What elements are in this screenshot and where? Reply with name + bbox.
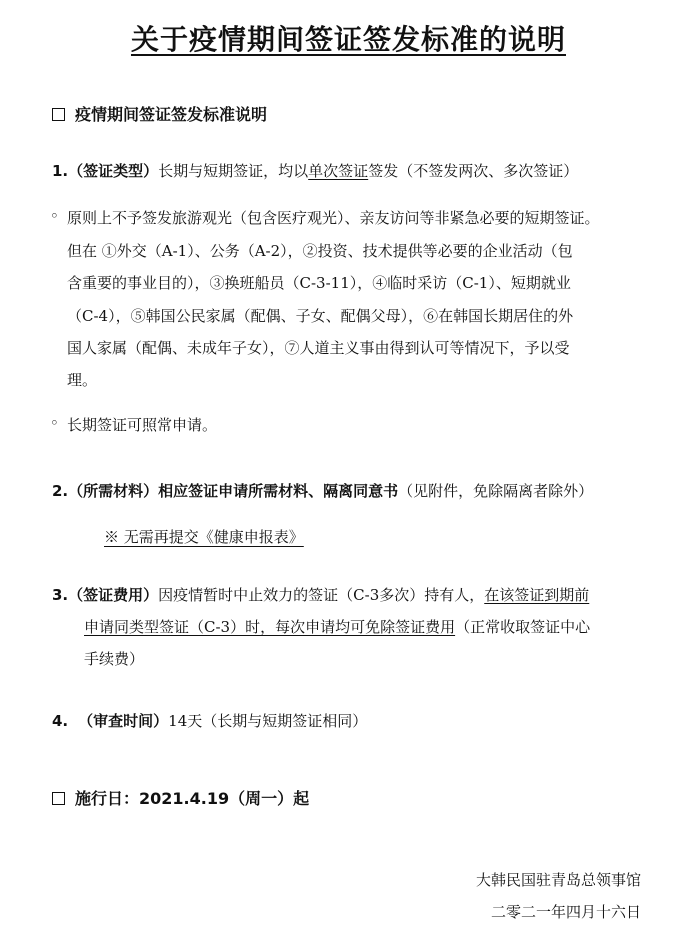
checkbox-icon: [52, 792, 65, 805]
signature-date: 二零二一年四月十六日: [490, 903, 641, 921]
effective-date-text: 施行日：2021.4.19（周一）起: [75, 789, 310, 808]
item1-text-b: 签发（不签发两次、多次签证）: [368, 162, 579, 180]
item3-line2-b: （正常收取签证中心: [455, 618, 591, 636]
item-required-materials: [52, 480, 593, 501]
item-visa-fee: [52, 584, 589, 605]
item-review-time: [52, 710, 367, 731]
item2-note: ※ 无需再提交《健康申报表》: [104, 528, 304, 546]
bullet1-line: 但在 ①外交（A-1）、公务（A-2），②投资、技术提供等必要的企业活动（包: [67, 242, 573, 260]
bullet1-line: （C-4），⑤韩国公民家属（配偶、子女、配偶父母），⑥在韩国长期居住的外: [67, 307, 574, 325]
bullet1-line: 理。: [67, 371, 98, 389]
item4-label: （审查时间）: [78, 712, 169, 730]
signature-org: 大韩民国驻青岛总领事馆: [475, 871, 641, 889]
item1-underlined: 单次签证: [308, 162, 369, 180]
item1-number: 1.: [52, 162, 69, 180]
item3-line1-underlined: 在该签证到期前: [484, 586, 590, 604]
item-visa-type: [52, 160, 578, 181]
item4-text: 14天（长期与短期签证相同）: [168, 712, 368, 730]
item3-line2-underlined: 申请同类型签证（C-3）时，每次申请均可免除签证费用: [84, 618, 456, 636]
bullet2-text: 长期签证可照常申请。: [67, 416, 218, 434]
effective-date: [52, 786, 309, 809]
item3-number: 3.: [52, 586, 69, 604]
item4-number: 4.: [52, 712, 69, 730]
page-title: 关于疫情期间签证签发标准的说明: [130, 23, 566, 56]
item3-label: （签证费用）: [68, 586, 159, 604]
item2-text: （见附件，免除隔离者除外）: [398, 482, 594, 500]
bullet1-line: 原则上不予签发旅游观光（包含医疗观光）、亲友访问等非紧急必要的短期签证。: [67, 209, 600, 227]
bullet1-line: 国人家属（配偶、未成年子女），⑦人道主义事由得到认可等情况下，予以受: [67, 339, 570, 357]
item3-line1-a: 因疫情暂时中止效力的签证（C-3多次）持有人，: [158, 586, 485, 604]
checkbox-icon: [52, 108, 65, 121]
bullet-mark: ◦: [50, 207, 59, 225]
item1-text-a: 长期与短期签证，均以: [158, 162, 309, 180]
bullet-mark: ◦: [50, 414, 59, 432]
item1-label: （签证类型）: [68, 162, 159, 180]
section-heading-text: 疫情期间签证签发标准说明: [75, 105, 268, 124]
item2-bold-text: 相应签证申请所需材料、隔离同意书: [158, 482, 399, 500]
bullet1-line: 含重要的事业目的），③换班船员（C-3-11），④临时采访（C-1）、短期就业: [67, 274, 571, 292]
item2-number: 2.: [52, 482, 69, 500]
item3-line2: [84, 616, 590, 637]
section-heading: [52, 102, 267, 125]
item3-line3: 手续费）: [84, 650, 145, 668]
item2-label: （所需材料）: [68, 482, 159, 500]
